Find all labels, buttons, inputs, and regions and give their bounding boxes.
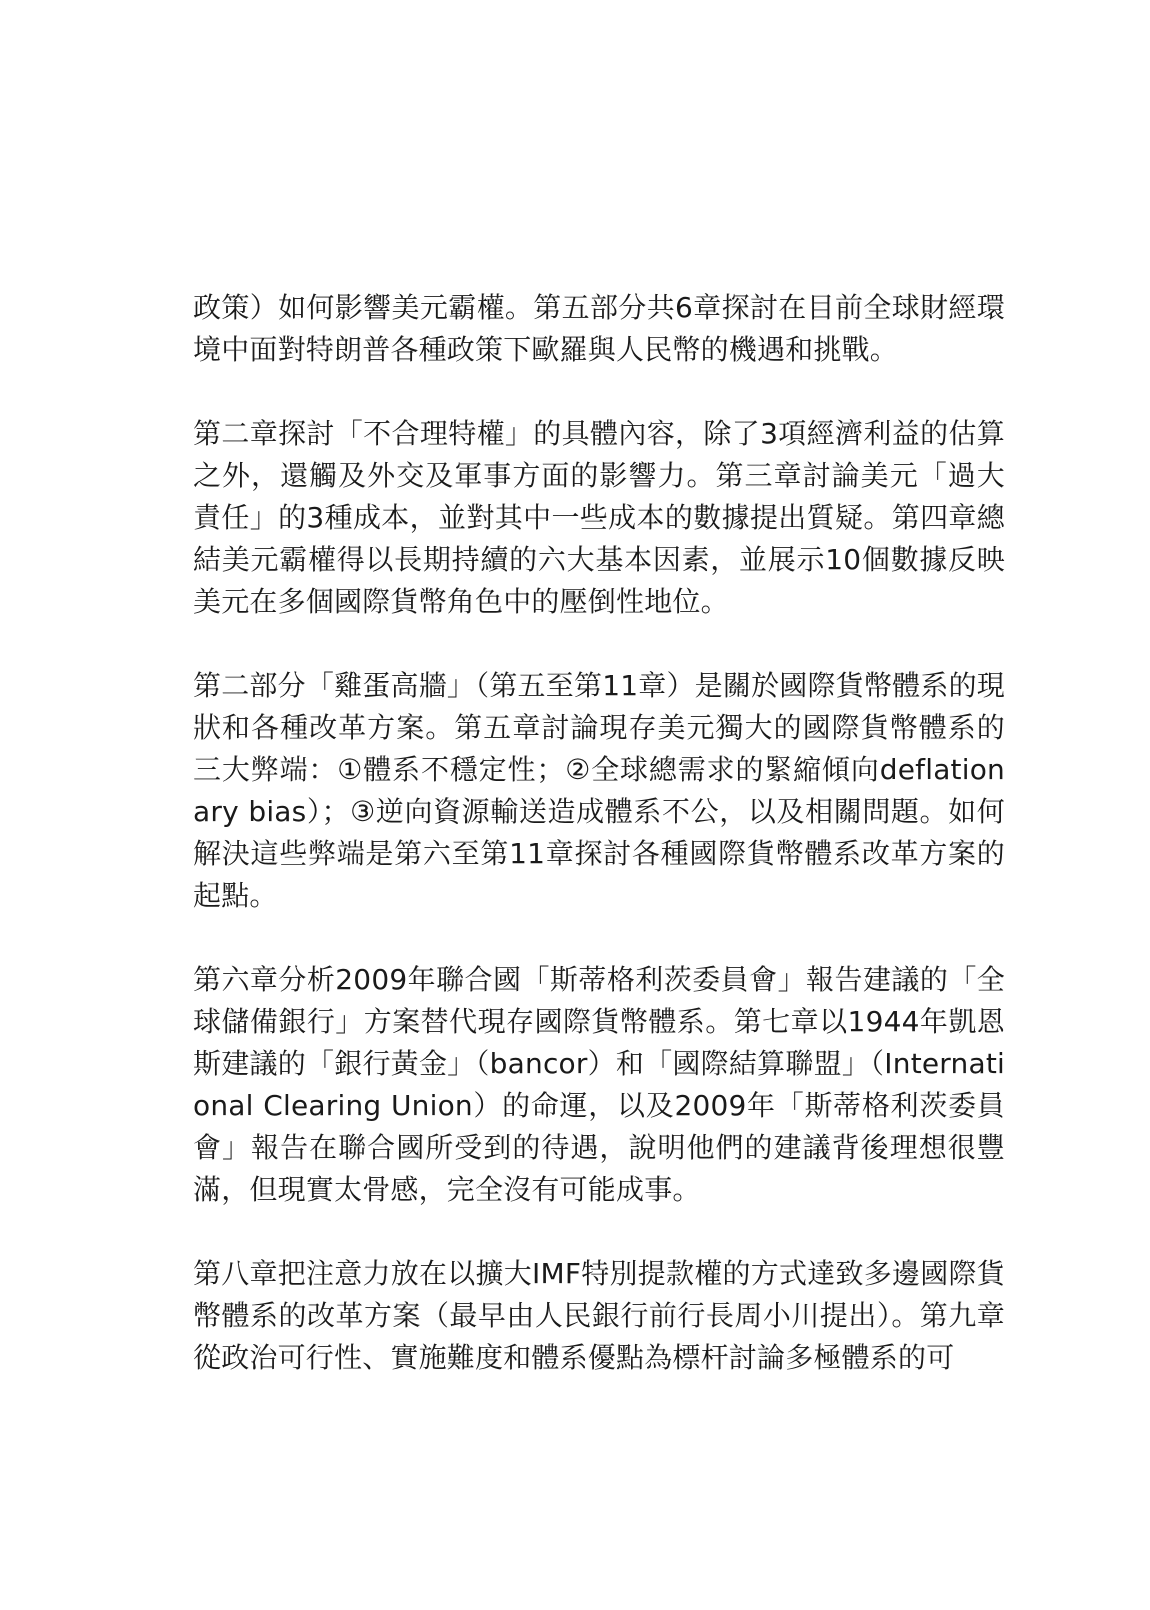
body-text [193,287,1005,1421]
paragraph-4: 第六章分析2009年聯合國「斯蒂格利茨委員會」報告建議的「全球儲備銀行」方案替代現存國際貨幣體系。第七章以1944年凱恩斯建議的「銀行黃金」（bancor）和「國際結算聯盟」（International Clearing Union）的命運，以及2009年「斯蒂格利茨委員會」報告在聯合國所受到的待遇，說明他們的建議背後理想很豐滿，但現實太骨感，完全沒有可能成事。 [193,963,1005,1206]
paragraph-1: 政策）如何影響美元霸權。第五部分共6章探討在目前全球財經環境中面對特朗普各種政策下歐羅與人民幣的機遇和挑戰。 [193,291,1005,366]
paragraph-5: 第八章把注意力放在以擴大IMF特別提款權的方式達致多邊國際貨幣體系的改革方案（最早由人民銀行前行長周小川提出）。第九章從政治可行性、實施難度和體系優點為標杆討論多極體系的可 [193,1257,1005,1374]
paragraph-2: 第二章探討「不合理特權」的具體內容，除了3項經濟利益的估算之外，還觸及外交及軍事方面的影響力。第三章討論美元「過大責任」的3種成本，並對其中一些成本的數據提出質疑。第四章總結美元霸權得以長期持續的六大基本因素，並展示10個數據反映美元在多個國際貨幣角色中的壓倒性地位。 [193,417,1005,618]
paragraph-3: 第二部分「雞蛋高牆」（第五至第11章）是關於國際貨幣體系的現狀和各種改革方案。第五章討論現存美元獨大的國際貨幣體系的三大弊端：①體系不穩定性；②全球總需求的緊縮傾向deflationary bias）；③逆向資源輸送造成體系不公，以及相關問題。如何解決這些弊端是第六至第11章探討各種國際貨幣體系改革方案的起點。 [193,669,1005,912]
